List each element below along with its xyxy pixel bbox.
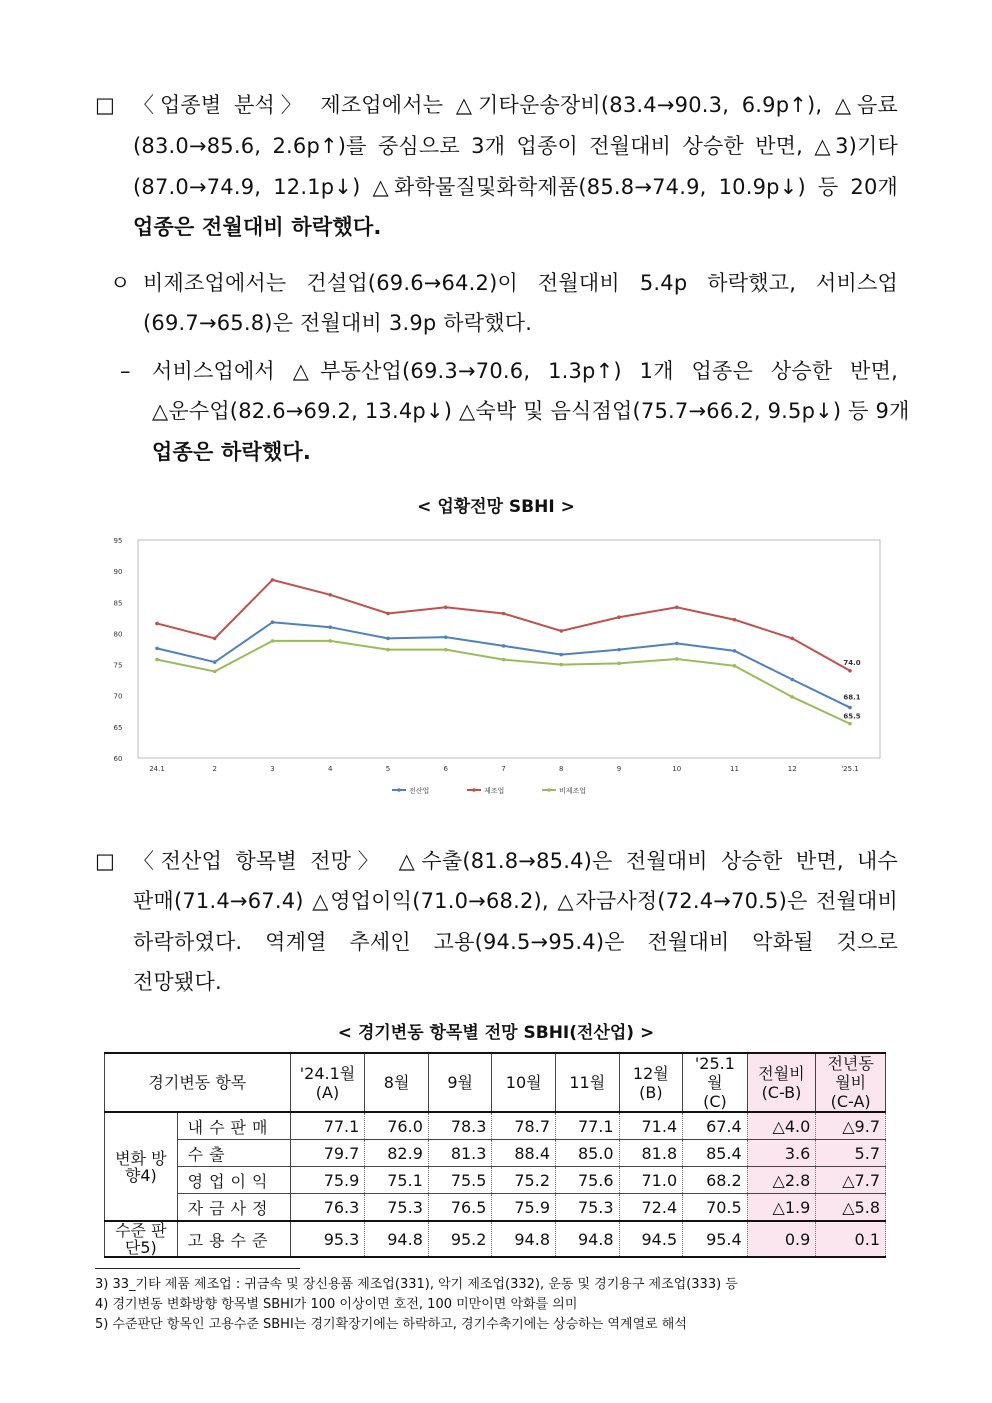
sbhi-line-chart bbox=[110, 528, 882, 818]
x-tick-label: 5 bbox=[385, 765, 391, 773]
data-point bbox=[155, 647, 159, 651]
cell-value: 5.7 bbox=[816, 1140, 886, 1167]
cell-value: 75.1 bbox=[365, 1167, 429, 1194]
data-point bbox=[271, 578, 275, 582]
data-point bbox=[271, 620, 275, 624]
data-point bbox=[790, 637, 794, 641]
cell-value: 94.8 bbox=[556, 1221, 620, 1257]
data-label: 68.1 bbox=[843, 693, 861, 702]
table-header-row bbox=[105, 1053, 886, 1112]
table-row bbox=[105, 1140, 886, 1167]
cell-value: 94.5 bbox=[619, 1221, 683, 1257]
para1-line3: (87.0→74.9, 12.1p↓) △화학물질및화학제품(85.8→74.9, 10.9p↓) 등 20개 bbox=[133, 175, 898, 199]
footnote-3: 3) 33_기타 제품 제조업 : 귀금속 및 장신용품 제조업(331), 악기 제조업(332), 운동 및 경기용구 제조업(333) 등 bbox=[95, 1277, 738, 1292]
header-col: 9월 bbox=[428, 1053, 492, 1112]
data-point bbox=[675, 605, 679, 609]
legend-marker bbox=[472, 788, 476, 792]
para4-line3: 하락하였다. 역계열 추세인 고용(94.5→95.4)은 전월대비 악화될 것으로 bbox=[133, 930, 898, 954]
cell-value: 0.1 bbox=[816, 1221, 886, 1257]
data-point bbox=[559, 629, 563, 633]
cell-value: 95.4 bbox=[683, 1221, 748, 1257]
x-tick-label: 10 bbox=[672, 765, 682, 773]
cell-value: 95.3 bbox=[290, 1221, 365, 1257]
header-col-mom: 전월비 (C-B) bbox=[747, 1053, 816, 1112]
para4-line1: 〈전산업 항목별 전망〉 △수출(81.8→85.4)은 전월대비 상승한 반면, 내수 bbox=[133, 849, 898, 873]
data-point bbox=[271, 639, 275, 643]
footnote-4: 4) 경기변동 변화방향 항목별 SBHI가 100 이상이면 호전, 100 미만이면 악화를 의미 bbox=[95, 1297, 578, 1312]
cell-value: 72.4 bbox=[619, 1194, 683, 1222]
table-row bbox=[105, 1221, 886, 1257]
x-tick-label: 7 bbox=[501, 765, 506, 773]
data-label: 65.5 bbox=[843, 712, 861, 721]
data-point bbox=[790, 678, 794, 682]
cell-value: 94.8 bbox=[365, 1221, 429, 1257]
cell-value: 94.8 bbox=[492, 1221, 556, 1257]
cell-value: 0.9 bbox=[747, 1221, 816, 1257]
data-point bbox=[617, 662, 621, 666]
cell-value: 85.4 bbox=[683, 1140, 748, 1167]
para3-line3: 업종은 하락했다. bbox=[152, 440, 312, 464]
para4-line2: 판매(71.4→67.4) △영업이익(71.0→68.2), △자금사정(72.4→70.5)은 전월대비 bbox=[133, 889, 898, 913]
data-point bbox=[213, 637, 217, 641]
cell-value: △2.8 bbox=[747, 1167, 816, 1194]
x-tick-label: 12 bbox=[787, 765, 797, 773]
sbhi-items-table bbox=[104, 1052, 886, 1258]
x-tick-label: 4 bbox=[328, 765, 333, 773]
cell-value: 76.5 bbox=[428, 1194, 492, 1222]
data-point bbox=[848, 722, 852, 726]
header-item: 경기변동 항목 bbox=[105, 1053, 291, 1112]
data-point bbox=[733, 649, 737, 653]
cell-value: △9.7 bbox=[816, 1112, 886, 1140]
series-line bbox=[157, 622, 850, 707]
legend-label: 전산업 bbox=[409, 787, 430, 795]
data-point bbox=[213, 660, 217, 664]
para4-line4: 전망됐다. bbox=[133, 970, 222, 994]
row-item-label: 수출 bbox=[177, 1140, 290, 1167]
x-tick-label: 2 bbox=[212, 765, 217, 773]
x-tick-label: 3 bbox=[270, 765, 275, 773]
header-col: '25.1월 (C) bbox=[683, 1053, 748, 1112]
data-point bbox=[790, 695, 794, 699]
bullet-square-2: □ bbox=[95, 849, 116, 873]
data-point bbox=[675, 642, 679, 646]
cell-value: 81.3 bbox=[428, 1140, 492, 1167]
data-point bbox=[444, 635, 448, 639]
y-tick-label: 80 bbox=[113, 630, 123, 639]
cell-value: 75.5 bbox=[428, 1167, 492, 1194]
data-point bbox=[155, 658, 159, 662]
x-tick-label: 8 bbox=[559, 765, 564, 773]
legend-marker bbox=[547, 788, 551, 792]
data-point bbox=[617, 648, 621, 652]
x-tick-label: 6 bbox=[443, 765, 448, 773]
para1-line1: 〈업종별 분석〉 제조업에서는 △기타운송장비(83.4→90.3, 6.9p↑), △음료 bbox=[133, 93, 898, 117]
legend-marker bbox=[397, 788, 401, 792]
x-tick-label: 11 bbox=[730, 765, 739, 773]
header-col-yoy: 전년동월비 (C-A) bbox=[816, 1053, 886, 1112]
row-item-label: 내수판매 bbox=[177, 1112, 290, 1140]
data-point bbox=[444, 605, 448, 609]
cell-value: 88.4 bbox=[492, 1140, 556, 1167]
footnote-5: 5) 수준판단 항목인 고용수준 SBHI는 경기확장기에는 하락하고, 경기수축기에는 상승하는 역계열로 해석 bbox=[95, 1317, 687, 1332]
y-tick-label: 65 bbox=[113, 723, 123, 732]
data-point bbox=[617, 615, 621, 619]
para3-line2: △운수업(82.6→69.2, 13.4p↓) △숙박 및 음식점업(75.7→66.2, 9.5p↓) 등 9개 bbox=[152, 399, 910, 423]
data-point bbox=[155, 622, 159, 626]
x-tick-label: 24.1 bbox=[149, 765, 165, 773]
y-tick-label: 70 bbox=[113, 692, 123, 701]
cell-value: 75.3 bbox=[556, 1194, 620, 1222]
para2-line2: (69.7→65.8)은 전월대비 3.9p 하락했다. bbox=[143, 311, 533, 335]
cell-value: 78.3 bbox=[428, 1112, 492, 1140]
data-point bbox=[559, 663, 563, 667]
cell-value: 77.1 bbox=[556, 1112, 620, 1140]
cell-value: 85.0 bbox=[556, 1140, 620, 1167]
cell-value: 79.7 bbox=[290, 1140, 365, 1167]
row-item-label: 자금사정 bbox=[177, 1194, 290, 1222]
header-col: 10월 bbox=[492, 1053, 556, 1112]
cell-value: 68.2 bbox=[683, 1167, 748, 1194]
cell-value: 71.0 bbox=[619, 1167, 683, 1194]
data-point bbox=[444, 648, 448, 652]
table-title: < 경기변동 항목별 전망 SBHI(전산업) > bbox=[337, 1023, 655, 1043]
header-col: 8월 bbox=[365, 1053, 429, 1112]
cell-value: 76.3 bbox=[290, 1194, 365, 1222]
table-row bbox=[105, 1167, 886, 1194]
cell-value: △5.8 bbox=[816, 1194, 886, 1222]
group-label: 수준 판단5) bbox=[105, 1221, 178, 1257]
data-point bbox=[675, 657, 679, 661]
y-tick-label: 85 bbox=[113, 599, 123, 608]
para3-line1: 서비스업에서 △부동산업(69.3→70.6, 1.3p↑) 1개 업종은 상승한 반면, bbox=[152, 359, 898, 383]
header-col: 12월 (B) bbox=[619, 1053, 683, 1112]
header-col: 11월 bbox=[556, 1053, 620, 1112]
data-point bbox=[386, 648, 390, 652]
group-label: 변화 방향4) bbox=[105, 1112, 178, 1221]
chart-title: < 업황전망 SBHI > bbox=[417, 497, 575, 517]
cell-value: 75.3 bbox=[365, 1194, 429, 1222]
table-row bbox=[105, 1112, 886, 1140]
cell-value: △7.7 bbox=[816, 1167, 886, 1194]
footnote-rule bbox=[95, 1268, 300, 1269]
data-label: 74.0 bbox=[843, 658, 861, 667]
cell-value: 82.9 bbox=[365, 1140, 429, 1167]
data-point bbox=[386, 612, 390, 616]
cell-value: 71.4 bbox=[619, 1112, 683, 1140]
y-tick-label: 95 bbox=[113, 537, 123, 545]
series-line bbox=[157, 641, 850, 724]
para1-line2: (83.0→85.6, 2.6p↑)를 중심으로 3개 업종이 전월대비 상승한 반면, △3)기타 bbox=[133, 134, 898, 158]
y-tick-label: 60 bbox=[113, 755, 123, 763]
data-point bbox=[848, 706, 852, 710]
x-tick-label: '25.1 bbox=[841, 765, 859, 773]
cell-value: 75.2 bbox=[492, 1167, 556, 1194]
legend-label: 비제조업 bbox=[559, 787, 587, 795]
y-tick-label: 75 bbox=[113, 661, 123, 670]
header-col: '24.1월 (A) bbox=[290, 1053, 365, 1112]
row-item-label: 고용수준 bbox=[177, 1221, 290, 1257]
data-point bbox=[328, 639, 332, 643]
cell-value: △1.9 bbox=[747, 1194, 816, 1222]
para1-line4: 업종은 전월대비 하락했다. bbox=[133, 215, 382, 239]
cell-value: 81.8 bbox=[619, 1140, 683, 1167]
cell-value: 77.1 bbox=[290, 1112, 365, 1140]
plot-area bbox=[138, 540, 880, 758]
para2-line1: 비제조업에서는 건설업(69.6→64.2)이 전월대비 5.4p 하락했고, 서비스업 bbox=[143, 271, 898, 295]
data-point bbox=[848, 669, 852, 673]
cell-value: 75.9 bbox=[492, 1194, 556, 1222]
data-point bbox=[733, 618, 737, 622]
data-point bbox=[559, 653, 563, 657]
data-point bbox=[733, 664, 737, 668]
data-point bbox=[213, 670, 217, 674]
cell-value: △4.0 bbox=[747, 1112, 816, 1140]
table-row bbox=[105, 1194, 886, 1222]
legend-label: 제조업 bbox=[484, 787, 505, 795]
data-point bbox=[502, 612, 506, 616]
cell-value: 78.7 bbox=[492, 1112, 556, 1140]
data-point bbox=[502, 644, 506, 648]
chart-svg bbox=[110, 528, 882, 818]
bullet-square: □ bbox=[95, 93, 116, 117]
data-point bbox=[328, 593, 332, 597]
data-point bbox=[328, 625, 332, 629]
cell-value: 70.5 bbox=[683, 1194, 748, 1222]
cell-value: 75.6 bbox=[556, 1167, 620, 1194]
cell-value: 3.6 bbox=[747, 1140, 816, 1167]
data-point bbox=[386, 637, 390, 641]
data-point bbox=[502, 658, 506, 662]
cell-value: 95.2 bbox=[428, 1221, 492, 1257]
y-tick-label: 90 bbox=[113, 568, 123, 577]
x-tick-label: 9 bbox=[616, 765, 622, 773]
bullet-circle: ㅇ bbox=[110, 271, 131, 295]
row-item-label: 영업이익 bbox=[177, 1167, 290, 1194]
bullet-dash: – bbox=[120, 359, 131, 383]
cell-value: 67.4 bbox=[683, 1112, 748, 1140]
cell-value: 75.9 bbox=[290, 1167, 365, 1194]
cell-value: 76.0 bbox=[365, 1112, 429, 1140]
